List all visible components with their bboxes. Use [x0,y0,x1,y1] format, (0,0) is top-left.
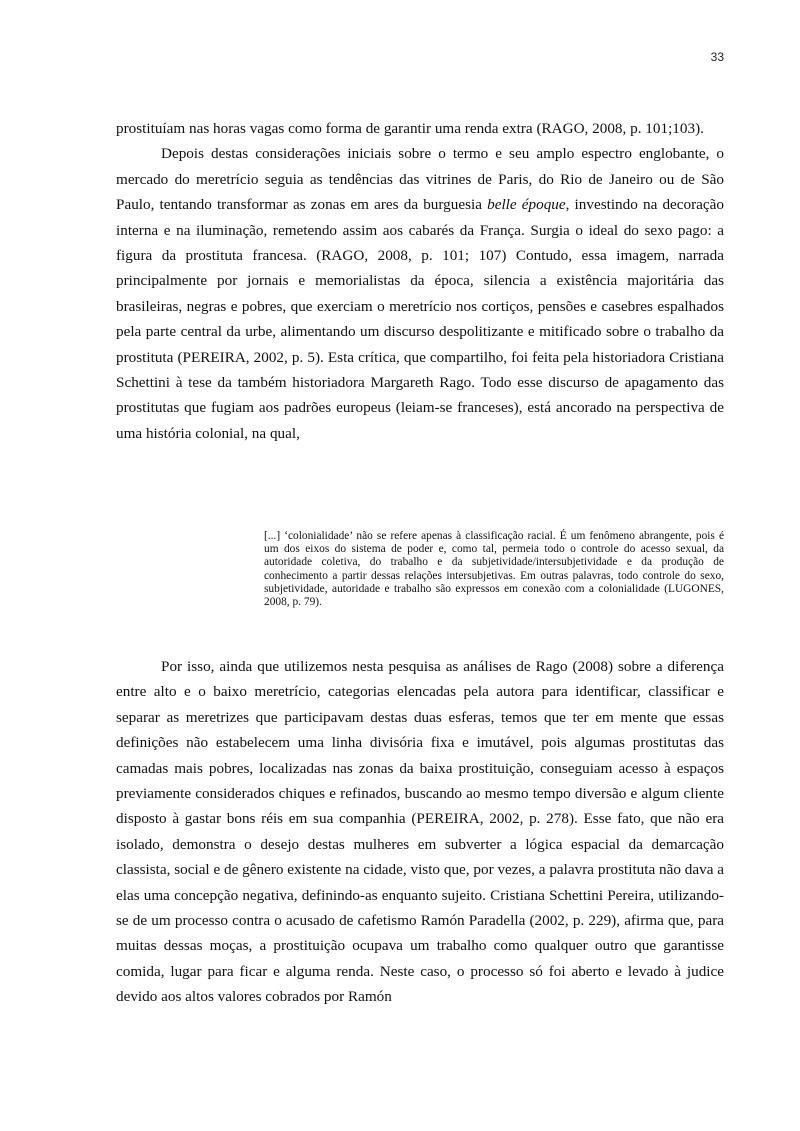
body-text-bottom [116,654,724,1010]
paragraph-belle-epoque [116,141,724,446]
paragraph-text-start: Depois destas considerações iniciais sobre o termo e seu amplo espectro englobante, o mercado do meretrício seguia as tendências das vitrines de Paris, do Rio de Janeiro ou de São Paulo, tentando transformar as zonas em ares da burguesia [116,145,724,214]
paragraph-rago-analysis: Por isso, ainda que utilizemos nesta pesquisa as análises de Rago (2008) sobre a diferença entre alto e o baixo meretrício, categorias elencadas pela autora para identificar, classificar e separar as meretrizes que participavam destas duas esferas, temos que ter em mente que essas definições não estabelecem uma linha divisória fixa e imutável, pois algumas prostitutas das camadas mais pobres, localizadas nas zonas da baixa prostituição, conseguiam acesso à espaços previamente considerados chiques e refinados, buscando ao mesmo tempo diversão e algum cliente disposto à gastar bons réis em sua companhia (PEREIRA, 2002, p. 278). Esse fato, que não era isolado, demonstra o desejo destas mulheres em subverter a lógica espacial da demarcação classista, social e de gênero existente na cidade, visto que, por vezes, a palavra prostituta não dava a elas uma concepção negativa, definindo-as enquanto sujeito. Cristiana Schettini Pereira, utilizando-se de um processo contra o acusado de cafetismo Ramón Paradella (2002, p. 229), afirma que, para muitas dessas moças, a prostituição ocupava um trabalho como qualquer outro que garantisse comida, lugar para ficar e alguma renda. Neste caso, o processo só foi aberto e levado à judice devido aos altos valores cobrados por Ramón [116,658,724,1006]
body-text-top [116,116,724,446]
page-number: 33 [710,50,724,64]
block-quote: [...] ‘colonialidade’ não se refere apenas à classificação racial. É um fenômeno abrangente, pois é um dos eixos do sistema de poder e, como tal, permeia todo o controle do acesso sexual, da autoridade coletiva, do trabalho e da subjetividade/intersubjetividade e da produção de conhecimento a partir dessas relações intersubjetivas. Em outras palavras, todo controle do sexo, subjetividade, autoridade e trabalho são expressos em conexão com a colonialidade (LUGONES, 2008, p. 79). [264,530,724,609]
paragraph-continuation: prostituíam nas horas vagas como forma de garantir uma renda extra (RAGO, 2008, p. 101;103). [116,120,704,137]
italic-term: belle époque [487,196,566,214]
paragraph-text-end: , investindo na decoração interna e na iluminação, remetendo assim aos cabarés da França. Surgia o ideal do sexo pago: a figura da prostituta francesa. (RAGO, 2008, p. 101; 107) Contudo, essa imagem, narrada principalmente por jornais e memorialistas da época, silencia a existência majoritária das brasileiras, negras e pobres, que exerciam o meretrício nos cortiços, pensões e casebres espalhados pela parte central da urbe, alimentando um discurso despolitizante e mitificado sobre o trabalho da prostituta (PEREIRA, 2002, p. 5). Esta crítica, que compartilho, foi feita pela historiadora Cristiana Schettini à tese da também historiadora Margareth Rago. Todo esse discurso de apagamento das prostitutas que fugiam aos padrões europeus (leiam-se franceses), está ancorado na perspectiva de uma história colonial, na qual, [116,196,724,442]
